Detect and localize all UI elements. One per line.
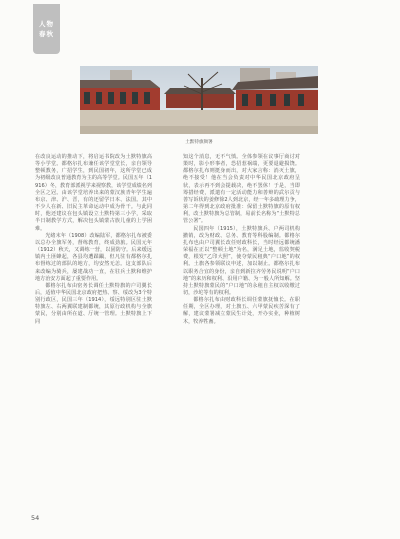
page-number: 54 — [31, 514, 40, 522]
column-tag-line2: 春秋 — [39, 30, 54, 38]
paragraph: 民国四年（1915），土默特旗兵、户两司机构撤销，改为财政、总务、教育等科股编制。都格尔扎布也由户司翼长改任财政科长，当时经远都统潘荣福在正以“整顿土地”为名，满足土地，监收契税费，根发“乙印大照”，使夺蒙民租典“户口地”的权利。土旗各参领联议申述，加以制止。都格尔扎布以职务合宜的身份，亲自到新拉齐劳务民说明“户口地”的来历和权利、沿用户籍、为一般人所知解。坚持土默特旗蒙民的“户口地”的永租自主权以收缴过切，沙坨等有的权利。 — [183, 225, 300, 296]
left-text-column — [35, 154, 152, 326]
photo-caption: 土默特旗衙署 — [185, 140, 213, 145]
historic-building-photo — [80, 66, 318, 134]
right-text-column — [183, 154, 300, 326]
paragraph: 在改良运动的推动下，将启运书院改为土默特旗高等小学堂。都格尔扎布兼任该学堂堂长，亲自领导整顿教务，广招学生，到民国初年，这所学堂已成为初级改良普通教育为主的高等学堂。民国五年（1916）冬，教育部派视学来视察教，该学堂成绩名列全区之冠。由该学堂培养出来的蒙汉族青年学生遍布京、津、沪、晋，有的还留学日本、法国。其中不少人在新、旧民主革命运动中成为骨干。与此同时，他还建议在包头镇设立土默特第三小学，采取半日制教学方式，解决包头镇蒙古族儿童的上学困难。 — [35, 154, 152, 232]
paragraph: 知这个消息，无不气愤。全体参领在议事厅商讨对策时，影小形事者，恐招惹祸端，更要退避损饶。都格尔扎布则挺身而出，对大家言称：消灭土旗，绝不接受！他在当会负责对中华民国北京政府呈状，表示再不到会提载决，绝不罢休！于是，当即筹措经费，派遣有一定活动能力和善辩的武尔贡与善写诉状的姜修徐2人到北京，经一年多疏理力争，第二年得到北京政府批准：保留土默特旗的原有权利，改土默特旗为总管制，易前长名称为“土默特总管公署”。 — [183, 154, 300, 225]
paragraph: 光绪末年（1908）改编陆军，都格尔扎布被委以总办全旗军务，督练教育，终成劲旅。民国元年（1912）秋天，又调练一营，以固防守。后来缓远镇内土匪蜂起，各县均遭蹂躏，但凡驻有都格尔扎布督练过的部队的地方，均安然无恙。这支部队后来改编为骑兵，屡建战功一直，在驻兵土默和维护地方治安方面起了重要作用。 — [35, 232, 152, 282]
paragraph: 都格尔扎布由密务长调任土默特旗的户司翼长后，适值中华民国北京政府把热、察、绥改为3个特别行政区，民国三年（1914），绥远特别区驻土默特旗左、右两翼联建制都统，其原行政机构与全旗蒙民，分别由所在道、厅统一管理。土默特旗上下同 — [35, 282, 152, 325]
column-tag — [33, 4, 60, 54]
column-tag-line1: 人物 — [39, 19, 54, 28]
paragraph: 都格尔扎布由财政科长调任蒙旗抚恤长。在职任期，全区办理，对土旗五、六甲蒙民疾苦深有了解，建议蒙署减立蒙民生计处，开办实业，种植树木，牧养牲畜。 — [183, 297, 300, 325]
